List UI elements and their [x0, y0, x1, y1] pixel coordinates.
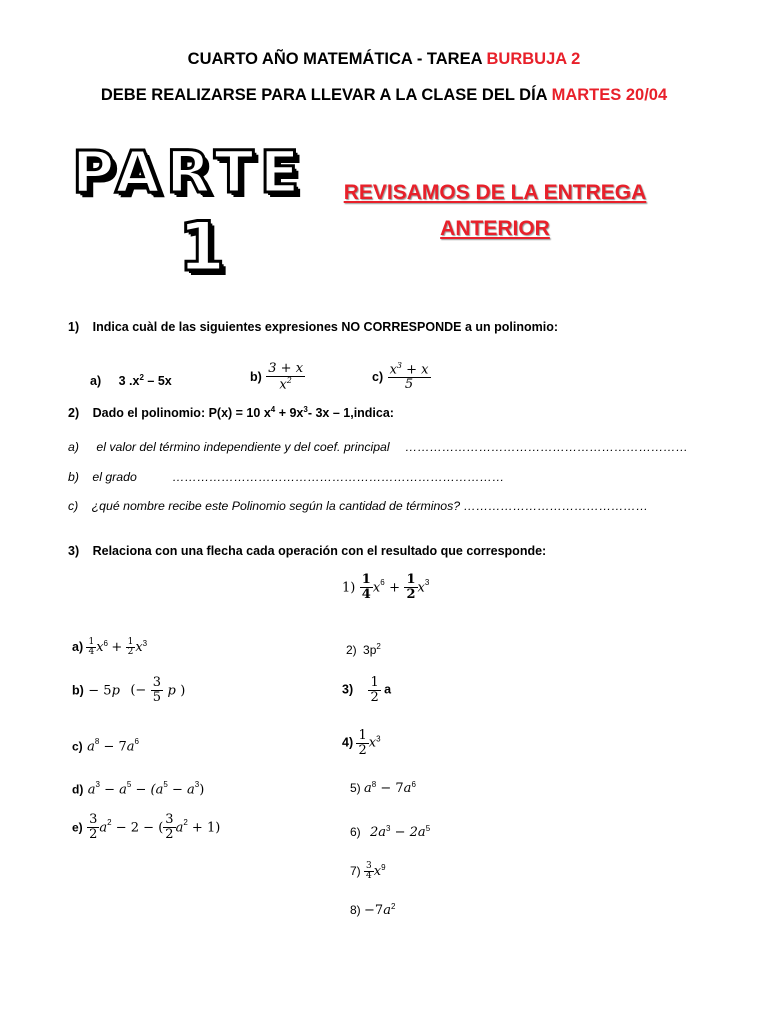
q3-result-4[interactable] — [342, 729, 381, 757]
q3-text: Relaciona con una flecha cada operación con el resultado que corresponde: — [92, 544, 547, 558]
q3-result-7-frac — [364, 862, 374, 882]
q3-result-3-label: 3) — [342, 682, 354, 697]
q3-result-1-label: 1) — [342, 580, 356, 596]
q3-op-e-frac1 — [87, 813, 99, 841]
q3-op-b-var: p — [111, 683, 120, 699]
q3-op-e-e2: 2 — [183, 818, 188, 828]
q3-result-1-n1: 1 — [361, 572, 371, 587]
q2-item-b-text: el grado — [92, 470, 137, 484]
q3-op-d-label: d) — [72, 782, 84, 797]
q2-item-c-text: ¿qué nombre recibe este Polinomio según la cantidad de términos? — [91, 499, 461, 513]
q1-a-expr: 3 .x — [118, 374, 140, 389]
q3-operation-c[interactable] — [72, 737, 139, 755]
q2-item-c-answer-line[interactable]: ……………………………………… — [463, 499, 648, 513]
q3-op-d-b: − a — [100, 782, 127, 798]
q3-result-7-label: 7) — [350, 864, 361, 879]
q1-c-fraction — [388, 362, 431, 392]
q3-op-b-n: 3 — [152, 675, 162, 690]
q3-result-1-e2: 3 — [424, 578, 430, 588]
q2-text-b: + 9x — [275, 406, 304, 421]
q3-result-5-base1: a — [364, 781, 372, 796]
q3-result-4-base: x — [368, 735, 377, 751]
q3-result-7-exp: 9 — [381, 863, 386, 873]
q2-item-a-label: a) — [68, 440, 79, 454]
q3-result-1-frac2 — [404, 573, 417, 601]
q1-option-c — [372, 362, 431, 392]
q3-result-3-n: 1 — [370, 675, 379, 690]
q1-c-den: 5 — [404, 376, 414, 392]
q2-text-c: - 3x – 1,indica: — [307, 406, 394, 421]
q1-b-label: b) — [250, 370, 262, 385]
q3-operation-b[interactable] — [72, 676, 185, 704]
q2-number: 2) — [68, 406, 80, 421]
q1-prompt — [68, 320, 558, 334]
q3-op-a-d1: 4 — [88, 647, 95, 658]
q3-result-2-label: 2) — [346, 643, 357, 657]
q3-result-5-op: − 7 — [376, 781, 404, 796]
q3-result-5-e1: 8 — [371, 780, 377, 789]
q3-op-e-frac2 — [163, 813, 175, 841]
q3-op-b-var2: p — [167, 683, 176, 699]
q3-op-b-mid: (− — [130, 683, 147, 699]
q3-number: 3) — [68, 544, 80, 558]
q1-number: 1) — [68, 320, 80, 334]
q3-result-1[interactable]: 1) $\frac{1}{4}$ $x^6$ + $\frac{1}{2}$ $x^3$ — [342, 572, 430, 602]
q3-op-e-e1: 2 — [107, 818, 112, 828]
q3-op-a-n2: 1 — [127, 637, 134, 647]
q1-a-label: a) — [90, 374, 102, 389]
header-line-1 — [0, 50, 768, 69]
q3-op-b-post: ) — [180, 683, 186, 699]
q3-op-a-frac2 — [126, 638, 136, 658]
q2-prompt — [68, 405, 394, 420]
q3-op-a-d2: 2 — [127, 647, 134, 658]
q2-text-a: Dado el polinomio: P(x) = 10 x — [92, 406, 271, 421]
q3-result-5-e2: 6 — [411, 780, 416, 789]
q2-item-b-answer-line[interactable]: ……………………………………………………………………… — [172, 470, 505, 484]
q3-result-7-base: x — [373, 864, 382, 880]
q1-b-den: x — [279, 376, 287, 392]
q3-op-b-label: b) — [72, 683, 84, 698]
q1-b-fraction — [266, 362, 305, 392]
q3-result-3-frac — [368, 676, 380, 704]
header-line-2 — [0, 86, 768, 105]
q3-op-e-d1: 2 — [89, 826, 98, 842]
q3-prompt — [68, 544, 546, 558]
q3-op-a-n1: 1 — [88, 637, 95, 647]
q3-result-2-exp: 2 — [376, 642, 381, 651]
q2-item-b-label: b) — [68, 470, 79, 484]
revisamos-line-2: ANTERIOR — [440, 217, 550, 240]
q1-b-num: 3 + x — [268, 361, 304, 376]
q3-result-1-d1: 4 — [361, 586, 371, 602]
q3-op-e-label: e) — [72, 820, 83, 835]
q3-op-a-label: a) — [72, 640, 84, 655]
q3-result-3[interactable] — [342, 676, 391, 704]
q3-result-2[interactable] — [346, 642, 381, 657]
q2-exp-1: 4 — [270, 405, 276, 414]
q3-result-5[interactable] — [350, 780, 416, 796]
q3-op-b-d: 5 — [152, 689, 162, 705]
q3-result-6-e1: 3 — [386, 824, 391, 833]
q3-op-e-mid: − 2 − ( — [111, 820, 164, 836]
q2-item-c-label: c) — [68, 499, 79, 513]
q3-result-6-label: 6) — [350, 825, 361, 839]
q3-op-d-c: − (a — [131, 782, 164, 798]
q1-a-tail: – 5x — [143, 374, 172, 389]
q3-op-d-d: − a — [167, 782, 195, 798]
q3-op-e-n2: 3 — [165, 812, 174, 827]
q1-b-den-exp: 2 — [286, 375, 292, 385]
q3-result-1-e1: 6 — [380, 578, 385, 588]
q3-result-6[interactable] — [350, 824, 430, 840]
q3-result-4-n: 1 — [358, 728, 367, 743]
q3-result-3-d: 2 — [370, 689, 379, 705]
header-task-name: BURBUJA 2 — [486, 50, 581, 68]
q3-result-3-tail: a — [384, 682, 392, 697]
q3-result-4-d: 2 — [358, 742, 367, 758]
q3-operation-e[interactable] — [72, 813, 220, 841]
q3-op-c-op: − 7 — [99, 739, 127, 755]
q3-op-d-e1: 3 — [95, 780, 100, 789]
parte-number: 1 — [178, 208, 232, 287]
q3-result-8[interactable] — [350, 902, 395, 918]
q3-result-8-exp: 2 — [390, 902, 396, 911]
q2-exp-2: 3 — [303, 405, 308, 414]
q3-result-1-frac1 — [360, 573, 373, 601]
q1-a-exp: 2 — [139, 373, 144, 382]
q3-op-e-d2: 2 — [165, 826, 174, 842]
q3-result-5-base2: a — [403, 781, 412, 796]
parte-word: PARTE — [72, 138, 306, 206]
q3-op-d-e3: 5 — [163, 780, 168, 789]
q3-op-c-e2: 6 — [134, 737, 139, 746]
q3-result-8-pre: −7 — [364, 903, 384, 918]
header-course: CUARTO AÑO MATEMÁTICA - TAREA — [187, 50, 482, 68]
q3-result-7-n: 3 — [366, 861, 372, 871]
q3-op-a-frac1 — [86, 638, 96, 658]
q3-result-6-a: 2a — [370, 825, 387, 840]
q1-c-label: c) — [372, 370, 384, 385]
q3-result-1-d2: 2 — [406, 586, 416, 602]
q3-op-c-base2: a — [126, 739, 135, 755]
q2-item-a — [68, 440, 688, 454]
q1-text: Indica cuàl de las siguientes expresiones NO CORRESPONDE a un polinomio: — [92, 320, 558, 334]
q2-item-a-text: el valor del término independiente y del coef. principal — [96, 440, 390, 454]
q3-op-e-n1: 3 — [89, 812, 98, 827]
q3-op-c-label: c) — [72, 739, 83, 754]
q3-result-7-d: 4 — [366, 871, 372, 882]
q2-item-b — [68, 470, 504, 484]
q1-option-b — [250, 362, 305, 392]
q3-result-1-n2: 1 — [406, 572, 416, 587]
q3-op-b-pre: − 5 — [88, 683, 112, 699]
header-due-date: MARTES 20/04 — [551, 86, 668, 104]
q3-result-4-exp: 3 — [376, 734, 381, 744]
q3-result-2-text: 3p — [363, 643, 377, 657]
revisamos-line-1: REVISAMOS DE LA ENTREGA — [343, 181, 647, 204]
q3-op-e-a2: a — [175, 820, 184, 836]
q3-result-4-frac — [356, 729, 368, 757]
q3-result-6-e2: 5 — [425, 824, 431, 833]
header-instruction: DEBE REALIZARSE PARA LLEVAR A LA CLASE DEL DÍA — [100, 86, 547, 104]
q3-op-d-a: a — [87, 782, 96, 798]
q3-result-4-label: 4) — [342, 735, 354, 750]
q3-op-e-tail: + 1) — [187, 820, 221, 836]
q3-operation-a[interactable]: a) $\frac{1}{4}$ $x^6$ + $\frac{1}{2}$ $x^3$ — [72, 637, 148, 658]
revisamos-heading — [330, 175, 660, 247]
q2-item-c — [68, 499, 648, 513]
q3-op-c-e1: 8 — [94, 737, 100, 746]
q1-c-num-tail: + x — [402, 362, 429, 378]
q3-result-5-label: 5) — [350, 781, 361, 795]
q3-result-7[interactable] — [350, 862, 386, 882]
q3-op-d-e4: 3 — [194, 780, 200, 789]
q3-op-c-base1: a — [87, 739, 95, 755]
q3-result-6-mid: − 2a — [390, 825, 426, 840]
q3-result-8-label: 8) — [350, 903, 361, 917]
q3-operation-d[interactable] — [72, 780, 204, 798]
q3-op-a-e2: 3 — [142, 639, 148, 649]
q3-op-b-frac — [151, 676, 163, 704]
q1-c-num-exp: 3 — [396, 361, 403, 370]
q3-op-a-e1: 6 — [103, 639, 108, 649]
q3-op-d-e2: 5 — [126, 780, 132, 789]
q1-option-a — [90, 373, 172, 388]
q3-op-d-e: ) — [199, 782, 205, 798]
q1-c-num-base: x — [389, 362, 397, 378]
q2-item-a-answer-line[interactable]: …………………………………………………………… — [405, 440, 688, 454]
q3-op-e-a1: a — [99, 820, 108, 836]
q3-result-8-base: a — [383, 903, 391, 918]
